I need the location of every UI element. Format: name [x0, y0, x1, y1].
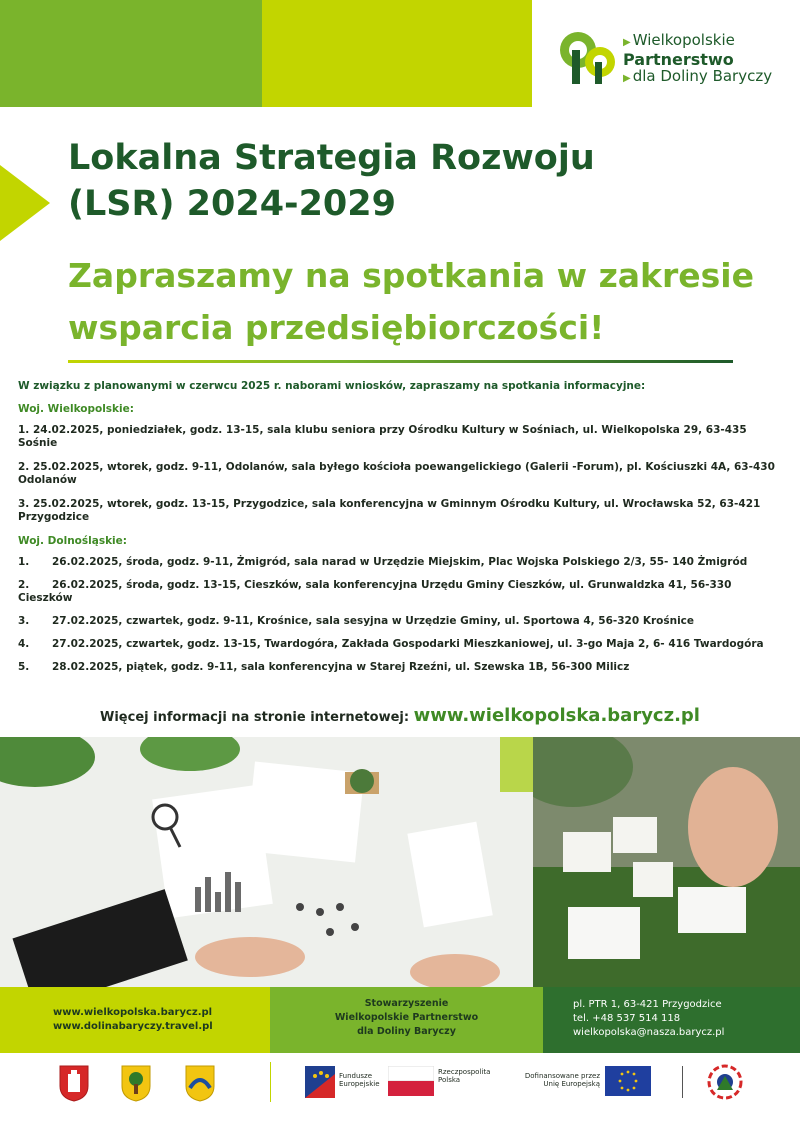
subtitle-line-2: wsparcia przedsiębiorczości! — [68, 308, 605, 347]
footer-org-name — [270, 997, 543, 1039]
page-subtitle — [68, 250, 788, 354]
meeting-text: 28.02.2025, piątek, godz. 9-11, sala konferencyjna w Starej Rzeźni, ul. Szewska 1B, 56-300 Milicz — [52, 661, 630, 673]
partnership-logo-icon — [558, 28, 622, 88]
logo-line-3: dla Doliny Baryczy — [632, 67, 773, 85]
meeting-num: 3. — [18, 615, 30, 627]
logo-line-1: Wielkopolskie — [632, 31, 735, 49]
rzeczpospolita-label — [438, 1068, 490, 1084]
meeting-num: 2. — [18, 461, 30, 473]
meeting-num: 2. — [18, 579, 30, 591]
meeting-item — [18, 579, 780, 605]
meeting-item — [18, 461, 780, 487]
meeting-text: 26.02.2025, środa, godz. 9-11, Żmigród, sala narad w Urzędzie Miejskim, Plac Wojska Polskiego 2/3, 55- 140 Żmigród — [52, 556, 748, 568]
coat-of-arms-red-icon — [58, 1064, 90, 1102]
side-arrow-decoration — [0, 165, 50, 241]
photo-planning-desk — [0, 737, 533, 987]
eu-divider — [682, 1066, 683, 1098]
coat-of-arms-blue-icon — [184, 1064, 216, 1102]
footer-link-wielkopolska[interactable]: www.wielkopolska.barycz.pl — [53, 1007, 213, 1018]
meeting-text: 24.02.2025, poniedziałek, godz. 13-15, sala klubu seniora przy Ośrodku Kultury w Sośniach, ul. Wielkopolska 29, 63-435 Sośnie — [18, 424, 747, 449]
coat-of-arms-yellow-tree-icon — [120, 1064, 152, 1102]
more-info-link[interactable]: www.wielkopolska.barycz.pl — [413, 705, 700, 726]
subtitle-line-1: Zapraszamy na spotkania w zakresie — [68, 256, 754, 295]
garden-illustration-icon — [533, 737, 800, 987]
meeting-item — [18, 638, 780, 651]
fundusze-europejskie-icon — [305, 1066, 335, 1098]
footer-phone: tel. +48 537 514 118 — [573, 1013, 681, 1024]
meeting-text: 27.02.2025, czwartek, godz. 9-11, Krośnice, sala sesyjna w Urzędzie Gminy, ul. Sportowa 4, 56-320 Krośnice — [52, 615, 695, 627]
meeting-item — [18, 661, 780, 674]
footer-link-dolina[interactable]: www.dolinabaryczy.travel.pl — [53, 1021, 213, 1032]
logos-divider — [270, 1062, 271, 1102]
meeting-num: 1. — [18, 556, 30, 568]
photo-garden-cards — [533, 737, 800, 987]
meetings-content — [18, 380, 780, 684]
footer-email[interactable]: wielkopolska@nasza.barycz.pl — [573, 1027, 725, 1038]
meeting-num: 4. — [18, 638, 30, 650]
title-line-2: (LSR) 2024-2029 — [68, 184, 396, 224]
meeting-item — [18, 556, 780, 569]
more-info-label: Więcej informacji na stronie internetowej: — [100, 710, 410, 725]
meeting-text: 25.02.2025, wtorek, godz. 9-11, Odolanów, sala byłego kościoła poewangelickiego (Galerii -Forum), pl. Kościuszki 4A, 63-430 Odolanów — [18, 461, 775, 486]
rzeczpospolita-line-2: Polska — [438, 1076, 461, 1084]
header-lime-block — [262, 0, 532, 107]
eu-funded-line-1: Dofinansowane przez — [524, 1072, 600, 1080]
divider-rule — [68, 360, 733, 363]
meeting-text: 27.02.2025, czwartek, godz. 13-15, Twardogóra, Zakłada Gospodarki Mieszkaniowej, ul. 3-go Maja 2, 6- 416 Twardogóra — [52, 638, 764, 650]
eu-flag-icon — [605, 1066, 651, 1096]
header-green-block — [0, 0, 262, 107]
desk-illustration-icon — [0, 737, 533, 987]
more-info-line — [0, 705, 800, 726]
eu-funded-label — [514, 1072, 600, 1088]
region-heading-wielkopolskie: Woj. Wielkopolskie: — [18, 403, 134, 415]
logo-wordmark: ▶ Wielkopolskie Partnerstwo ▶ dla Doliny Baryczy — [623, 31, 773, 85]
footer-address: pl. PTR 1, 63-421 Przygodzice — [573, 999, 722, 1010]
fundusze-label — [339, 1072, 380, 1088]
rzeczpospolita-line-1: Rzeczpospolita — [438, 1068, 491, 1076]
meeting-num: 1. — [18, 424, 30, 436]
footer-contact — [573, 998, 724, 1040]
footer-org-line-3: dla Doliny Baryczy — [357, 1026, 456, 1037]
meeting-text: 26.02.2025, środa, godz. 13-15, Cieszków, sala konferencyjna Urzędu Gminy Cieszków, ul. Grunwaldzka 41, 56-330 Cieszków — [18, 579, 732, 604]
meeting-num: 5. — [18, 661, 30, 673]
fundusze-line-2: Europejskie — [339, 1080, 380, 1088]
polish-flag-icon — [388, 1066, 434, 1096]
eu-funded-line-2: Unię Europejską — [543, 1080, 600, 1088]
meeting-item — [18, 424, 780, 450]
page-title — [68, 135, 768, 227]
fundusze-line-1: Fundusze — [339, 1072, 373, 1080]
intro-text: W związku z planowanymi w czerwcu 2025 r. naborami wniosków, zapraszamy na spotkania informacyjne: — [18, 380, 646, 392]
title-line-1: Lokalna Strategia Rozwoju — [68, 138, 595, 178]
logo-line-2: Partnerstwo — [623, 50, 734, 69]
region-heading-dolnoslaskie: Woj. Dolnośląskie: — [18, 535, 127, 547]
footer-org-line-2: Wielkopolskie Partnerstwo — [334, 1012, 479, 1023]
meeting-text: 25.02.2025, wtorek, godz. 13-15, Przygodzice, sala konferencyjna w Gminnym Ośrodku Kultury, ul. Wrocławska 52, 63-421 Przygodzice — [18, 498, 761, 523]
footer-org-line-1: Stowarzyszenie — [364, 998, 449, 1009]
meeting-item — [18, 498, 780, 524]
local-action-logo-icon — [705, 1062, 745, 1102]
footer-links — [53, 1006, 213, 1034]
meeting-num: 3. — [18, 498, 30, 510]
meeting-item — [18, 615, 780, 628]
